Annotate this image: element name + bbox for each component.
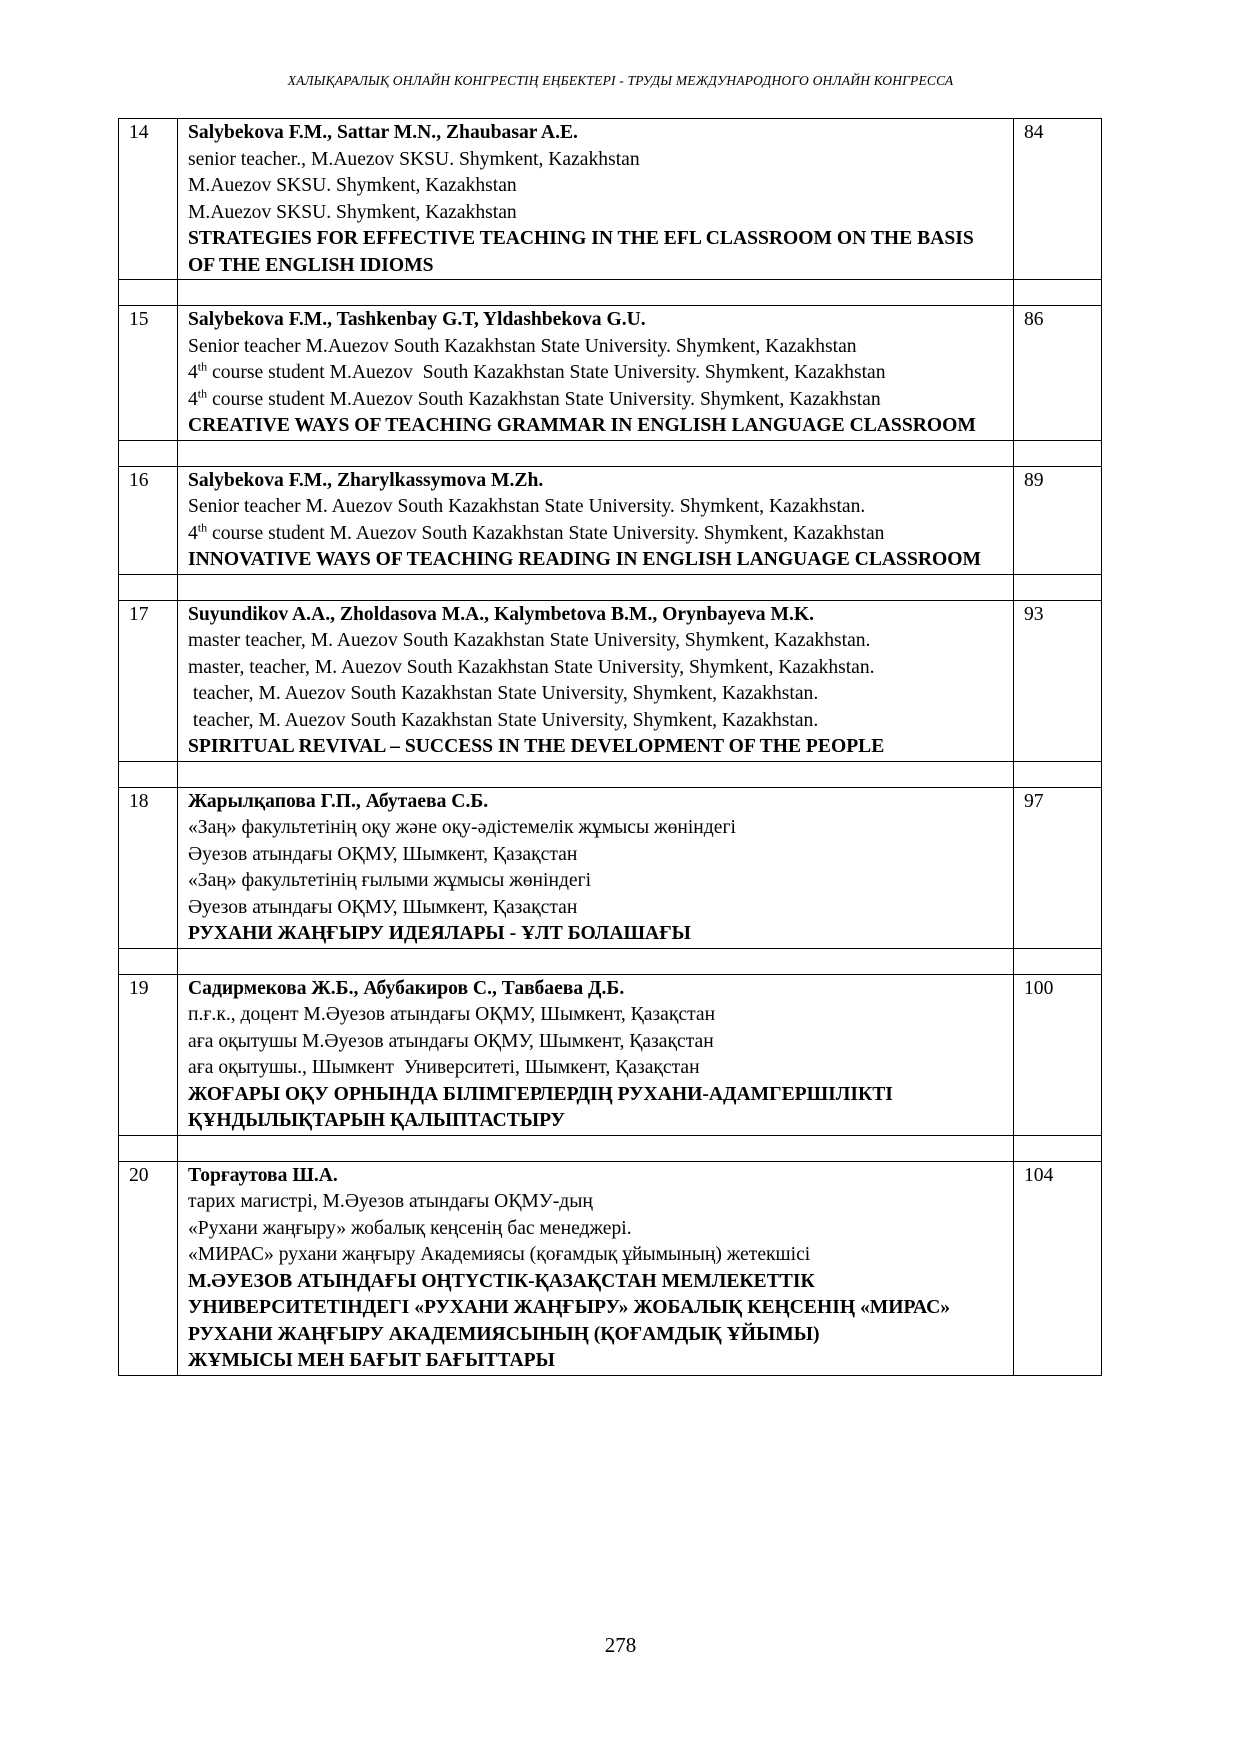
entry-affiliation <box>188 521 1003 548</box>
entry-affiliation <box>188 895 1003 922</box>
entry-affiliation <box>188 494 1003 521</box>
affiliation-text: Senior teacher M.Auezov South Kazakhstan State University. Shymkent, Kazakhstan <box>188 335 857 357</box>
entry-authors: Suyundikov A.A., Zholdasova M.A., Kalymbetova B.M., Orynbayeva M.K. <box>188 603 814 625</box>
entry-page: 104 <box>1014 1161 1102 1375</box>
empty-cell <box>178 440 1014 466</box>
entry-content <box>178 466 1014 574</box>
table-row <box>119 466 1102 574</box>
entry-authors: Salybekova F.M., Sattar M.N., Zhaubasar A.E. <box>188 122 578 143</box>
entry-affiliation <box>188 1055 1003 1082</box>
affiliation-text: Әуезов атындағы ОҚМУ, Шымкент, Қазақстан <box>188 896 578 918</box>
table-row <box>119 1161 1102 1375</box>
spacer-row <box>119 280 1102 306</box>
affiliation-text: course student M.Auezov South Kazakhstan State University. Shymkent, Kazakhstan <box>207 388 881 410</box>
spacer-row <box>119 948 1102 974</box>
affiliation-ordinal: 4 <box>188 522 198 544</box>
affiliation-text: M.Auezov SKSU. Shymkent, Kazakhstan <box>188 175 517 196</box>
empty-cell <box>1014 948 1102 974</box>
entry-number: 15 <box>119 306 178 441</box>
empty-cell <box>119 280 178 306</box>
empty-cell <box>178 280 1014 306</box>
affiliation-text: course student M. Auezov South Kazakhstan State University. Shymkent, Kazakhstan <box>207 522 885 544</box>
entry-content <box>178 600 1014 761</box>
empty-cell <box>119 1135 178 1161</box>
entry-affiliation <box>188 173 1003 200</box>
affiliation-text: «Заң» факультетінің ғылыми жұмысы жөніндегі <box>188 870 592 891</box>
affiliation-ordinal: 4 <box>188 362 198 383</box>
entry-affiliation <box>188 334 1003 361</box>
spacer-row <box>119 574 1102 600</box>
table-row <box>119 787 1102 948</box>
entry-content <box>178 787 1014 948</box>
entry-affiliation <box>188 200 1003 227</box>
entry-page: 84 <box>1014 119 1102 280</box>
entry-authors: Жарылқапова Г.П., Абутаева С.Б. <box>188 790 489 812</box>
entry-affiliation <box>188 387 1003 414</box>
entry-affiliation <box>188 1002 1003 1029</box>
empty-cell <box>119 761 178 787</box>
entry-affiliation <box>188 842 1003 869</box>
entry-affiliation <box>188 655 1003 682</box>
entry-number: 16 <box>119 466 178 574</box>
affiliation-ordinal-suffix: th <box>197 385 208 400</box>
running-header: ХАЛЫҚАРАЛЫҚ ОНЛАЙН КОНГРЕСТІҢ ЕҢБЕКТЕРІ - ТРУДЫ МЕЖДУНАРОДНОГО ОНЛАЙН КОНГРЕССА <box>287 73 954 88</box>
affiliation-ordinal-suffix: th <box>197 519 208 534</box>
entry-title: РУХАНИ ЖАҢҒЫРУ ИДЕЯЛАРЫ - ҰЛТ БОЛАШАҒЫ <box>188 923 691 944</box>
page-number: 278 <box>604 1633 637 1657</box>
empty-cell <box>1014 280 1102 306</box>
entry-affiliation <box>188 628 1003 655</box>
entry-title: INNOVATIVE WAYS OF TEACHING READING IN ENGLISH LANGUAGE CLASSROOM <box>188 549 981 570</box>
affiliation-text: «Заң» факультетінің оқу және оқу-әдістемелік жұмысы жөніндегі <box>188 817 736 838</box>
affiliation-text: master teacher, M. Auezov South Kazakhstan State University, Shymkent, Kazakhstan. <box>188 630 871 651</box>
affiliation-text: Senior teacher M. Auezov South Kazakhstan State University. Shymkent, Kazakhstan. <box>188 496 866 517</box>
table-row <box>119 974 1102 1135</box>
empty-cell <box>119 440 178 466</box>
affiliation-text: п.ғ.к., доцент М.Әуезов атындағы ОҚМУ, Шымкент, Қазақстан <box>188 1004 716 1025</box>
entry-page: 86 <box>1014 306 1102 441</box>
empty-cell <box>119 948 178 974</box>
entry-title: SPIRITUAL REVIVAL – SUCCESS IN THE DEVELOPMENT OF THE PEOPLE <box>188 736 885 757</box>
table-row <box>119 600 1102 761</box>
affiliation-ordinal: 4 <box>188 388 198 410</box>
empty-cell <box>1014 574 1102 600</box>
empty-cell <box>178 761 1014 787</box>
entry-authors: Salybekova F.M., Zharylkassymova M.Zh. <box>188 469 544 491</box>
empty-cell <box>1014 1135 1102 1161</box>
entry-authors: Торғаутова Ш.А. <box>188 1164 338 1186</box>
entry-affiliation <box>188 1216 1003 1243</box>
empty-cell <box>178 948 1014 974</box>
contents-table <box>118 118 1102 1376</box>
affiliation-ordinal-suffix: th <box>197 359 208 374</box>
entry-affiliation <box>188 681 1003 708</box>
entry-title: CREATIVE WAYS OF TEACHING GRAMMAR IN ENGLISH LANGUAGE CLASSROOM <box>188 415 976 436</box>
affiliation-text: teacher, M. Auezov South Kazakhstan State University, Shymkent, Kazakhstan. <box>188 709 819 731</box>
empty-cell <box>178 574 1014 600</box>
affiliation-text: «МИРАС» рухани жаңғыру Академиясы (қоғамдық ұйымының) жетекшісі <box>188 1244 811 1265</box>
entry-title: ЖОҒАРЫ ОҚУ ОРНЫНДА БІЛІМГЕРЛЕРДІҢ РУХАНИ-АДАМГЕРШІЛІКТІ ҚҰНДЫЛЫҚТАРЫН ҚАЛЫПТАСТЫРУ <box>188 1083 893 1131</box>
entry-page: 89 <box>1014 466 1102 574</box>
entry-affiliation <box>188 708 1003 735</box>
entry-content <box>178 974 1014 1135</box>
affiliation-text: teacher, M. Auezov South Kazakhstan State University, Shymkent, Kazakhstan. <box>188 683 819 704</box>
table-row <box>119 119 1102 280</box>
entry-number: 14 <box>119 119 178 280</box>
empty-cell <box>1014 440 1102 466</box>
entry-affiliation <box>188 360 1003 387</box>
entry-title-continued: ЖҰМЫСЫ МЕН БАҒЫТ БАҒЫТТАРЫ <box>188 1350 555 1371</box>
affiliation-text: аға оқытушы., Шымкент Университеті, Шымкент, Қазақстан <box>188 1057 700 1078</box>
entry-page: 97 <box>1014 787 1102 948</box>
affiliation-text: «Рухани жаңғыру» жобалық кеңсенің бас менеджері. <box>188 1217 632 1239</box>
entry-number: 20 <box>119 1161 178 1375</box>
empty-cell <box>119 574 178 600</box>
affiliation-text: senior teacher., M.Auezov SKSU. Shymkent, Kazakhstan <box>188 148 640 170</box>
affiliation-text: Әуезов атындағы ОҚМУ, Шымкент, Қазақстан <box>188 843 578 865</box>
table-row <box>119 306 1102 441</box>
entry-number: 18 <box>119 787 178 948</box>
empty-cell <box>178 1135 1014 1161</box>
affiliation-text: course student M.Auezov South Kazakhstan State University. Shymkent, Kazakhstan <box>207 362 886 383</box>
entry-number: 19 <box>119 974 178 1135</box>
affiliation-text: master, teacher, M. Auezov South Kazakhstan State University, Shymkent, Kazakhstan. <box>188 656 875 678</box>
entry-affiliation <box>188 868 1003 895</box>
entry-affiliation <box>188 1242 1003 1269</box>
entry-content <box>178 119 1014 280</box>
spacer-row <box>119 440 1102 466</box>
entry-title: М.ӘУЕЗОВ АТЫНДАҒЫ ОҢТҮСТІК-ҚАЗАҚСТАН МЕМЛЕКЕТТІК УНИВЕРСИТЕТІНДЕГІ «РУХАНИ ЖАҢҒЫРУ» ЖОБАЛЫҚ КЕҢСЕНІҢ «МИРАС» РУХАНИ ЖАҢҒЫРУ АКАДЕМИЯСЫНЫҢ (ҚОҒАМДЫҚ ҰЙЫМЫ) <box>188 1270 951 1345</box>
entry-page: 100 <box>1014 974 1102 1135</box>
entry-affiliation <box>188 1029 1003 1056</box>
entry-affiliation <box>188 1189 1003 1216</box>
entry-page: 93 <box>1014 600 1102 761</box>
spacer-row <box>119 1135 1102 1161</box>
entry-number: 17 <box>119 600 178 761</box>
entry-affiliation <box>188 147 1003 174</box>
spacer-row <box>119 761 1102 787</box>
entry-title: STRATEGIES FOR EFFECTIVE TEACHING IN THE EFL CLASSROOM ON THE BASIS OF THE ENGLISH IDIOMS <box>188 228 974 276</box>
entry-content <box>178 306 1014 441</box>
entry-authors: Salybekova F.M., Tashkenbay G.T, Yldashbekova G.U. <box>188 309 646 330</box>
entry-authors: Садирмекова Ж.Б., Абубакиров С., Тавбаева Д.Б. <box>188 977 625 999</box>
entry-affiliation <box>188 815 1003 842</box>
empty-cell <box>1014 761 1102 787</box>
affiliation-text: аға оқытушы М.Әуезов атындағы ОҚМУ, Шымкент, Қазақстан <box>188 1030 714 1052</box>
affiliation-text: M.Auezov SKSU. Shymkent, Kazakhstan <box>188 201 517 223</box>
affiliation-text: тарих магистрі, М.Әуезов атындағы ОҚМУ-дың <box>188 1191 593 1212</box>
entry-content <box>178 1161 1014 1375</box>
